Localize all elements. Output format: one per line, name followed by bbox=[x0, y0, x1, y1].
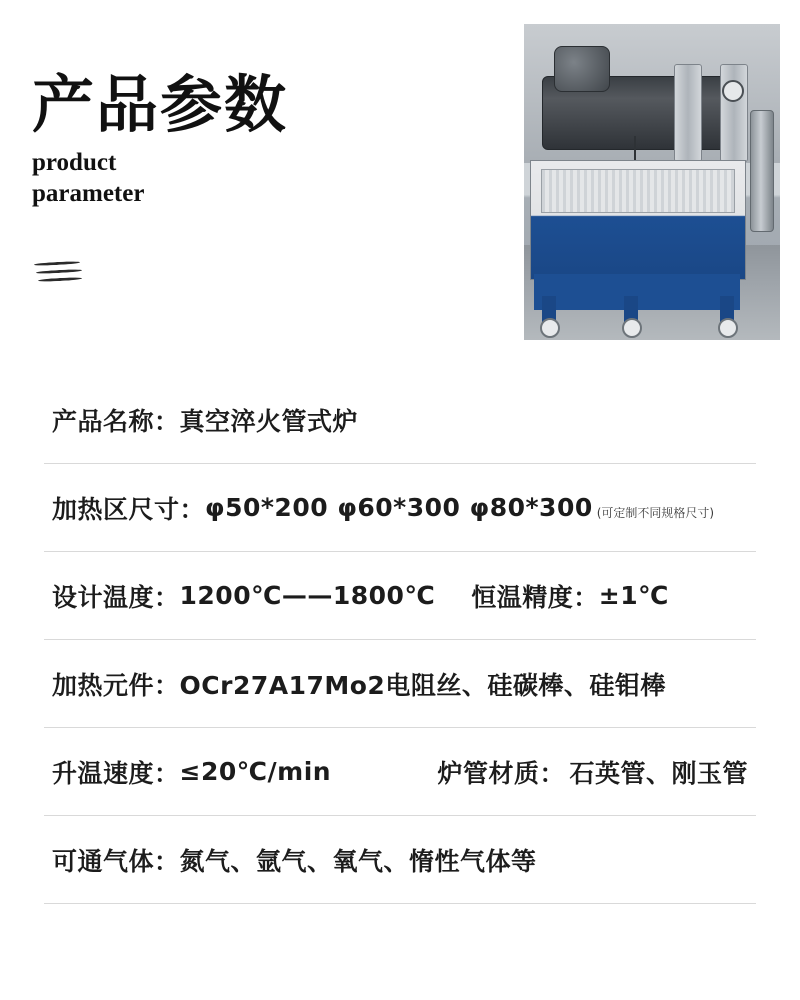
spec-row-product-name bbox=[44, 376, 756, 464]
spec-row-heating-rate-inner bbox=[52, 754, 748, 790]
wave-line-2 bbox=[36, 269, 82, 274]
title-block bbox=[32, 68, 452, 210]
spec-list bbox=[0, 376, 800, 904]
spec-value: ≤20℃/min bbox=[179, 757, 332, 786]
photo-caster-2 bbox=[622, 318, 642, 338]
spec-value-secondary: 石英管、刚玉管 bbox=[569, 758, 748, 788]
spec-label-secondary: 恒温精度： bbox=[471, 582, 599, 612]
photo-flange-left bbox=[674, 64, 702, 162]
spec-value: 1200℃——1800℃ bbox=[179, 581, 436, 610]
photo-motor-unit bbox=[554, 46, 610, 92]
spec-value: OCr27A17Mo2电阻丝、硅碳棒、硅钼棒 bbox=[179, 670, 666, 700]
photo-control-panel bbox=[541, 169, 735, 213]
photo-caster-1 bbox=[540, 318, 560, 338]
product-photo-image bbox=[524, 24, 780, 340]
photo-vacuum-pipe bbox=[750, 110, 774, 232]
spec-note: (可定制不同规格尺寸) bbox=[596, 506, 715, 520]
spec-label: 加热区尺寸： bbox=[52, 494, 206, 524]
product-photo bbox=[524, 24, 780, 340]
photo-caster-3 bbox=[718, 318, 738, 338]
spec-value-secondary: ±1℃ bbox=[598, 581, 669, 610]
spec-row-heating-rate bbox=[44, 728, 756, 816]
spec-row-heating-element bbox=[44, 640, 756, 728]
spec-label: 产品名称： bbox=[52, 406, 180, 436]
page-header bbox=[0, 0, 800, 360]
page-title: 产品参数 bbox=[32, 68, 289, 141]
spec-label: 可通气体： bbox=[52, 846, 180, 876]
spec-value: φ50*200 φ60*300 φ80*300 bbox=[205, 493, 593, 522]
page-subtitle-line1: product bbox=[32, 149, 117, 177]
page-subtitle bbox=[32, 147, 452, 210]
wave-lines-icon bbox=[34, 262, 94, 296]
spec-row-heating-zone-size bbox=[44, 464, 756, 552]
spec-row-available-gases bbox=[44, 816, 756, 904]
photo-pressure-gauge bbox=[722, 80, 744, 102]
photo-control-cabinet bbox=[530, 160, 746, 280]
spec-label: 设计温度： bbox=[52, 582, 180, 612]
spec-secondary-group bbox=[414, 754, 748, 790]
spec-row-design-temperature bbox=[44, 552, 756, 640]
photo-flange-right bbox=[720, 64, 748, 162]
spec-label: 升温速度： bbox=[52, 758, 180, 788]
spec-value: 氮气、氩气、氧气、惰性气体等 bbox=[179, 846, 537, 876]
spec-label-secondary: 炉管材质： bbox=[437, 758, 566, 788]
spec-value: 真空淬火管式炉 bbox=[179, 406, 359, 436]
wave-line-3 bbox=[38, 277, 82, 282]
page-subtitle-line2: parameter bbox=[32, 180, 145, 208]
wave-line-1 bbox=[34, 261, 80, 266]
spec-label: 加热元件： bbox=[52, 670, 180, 700]
